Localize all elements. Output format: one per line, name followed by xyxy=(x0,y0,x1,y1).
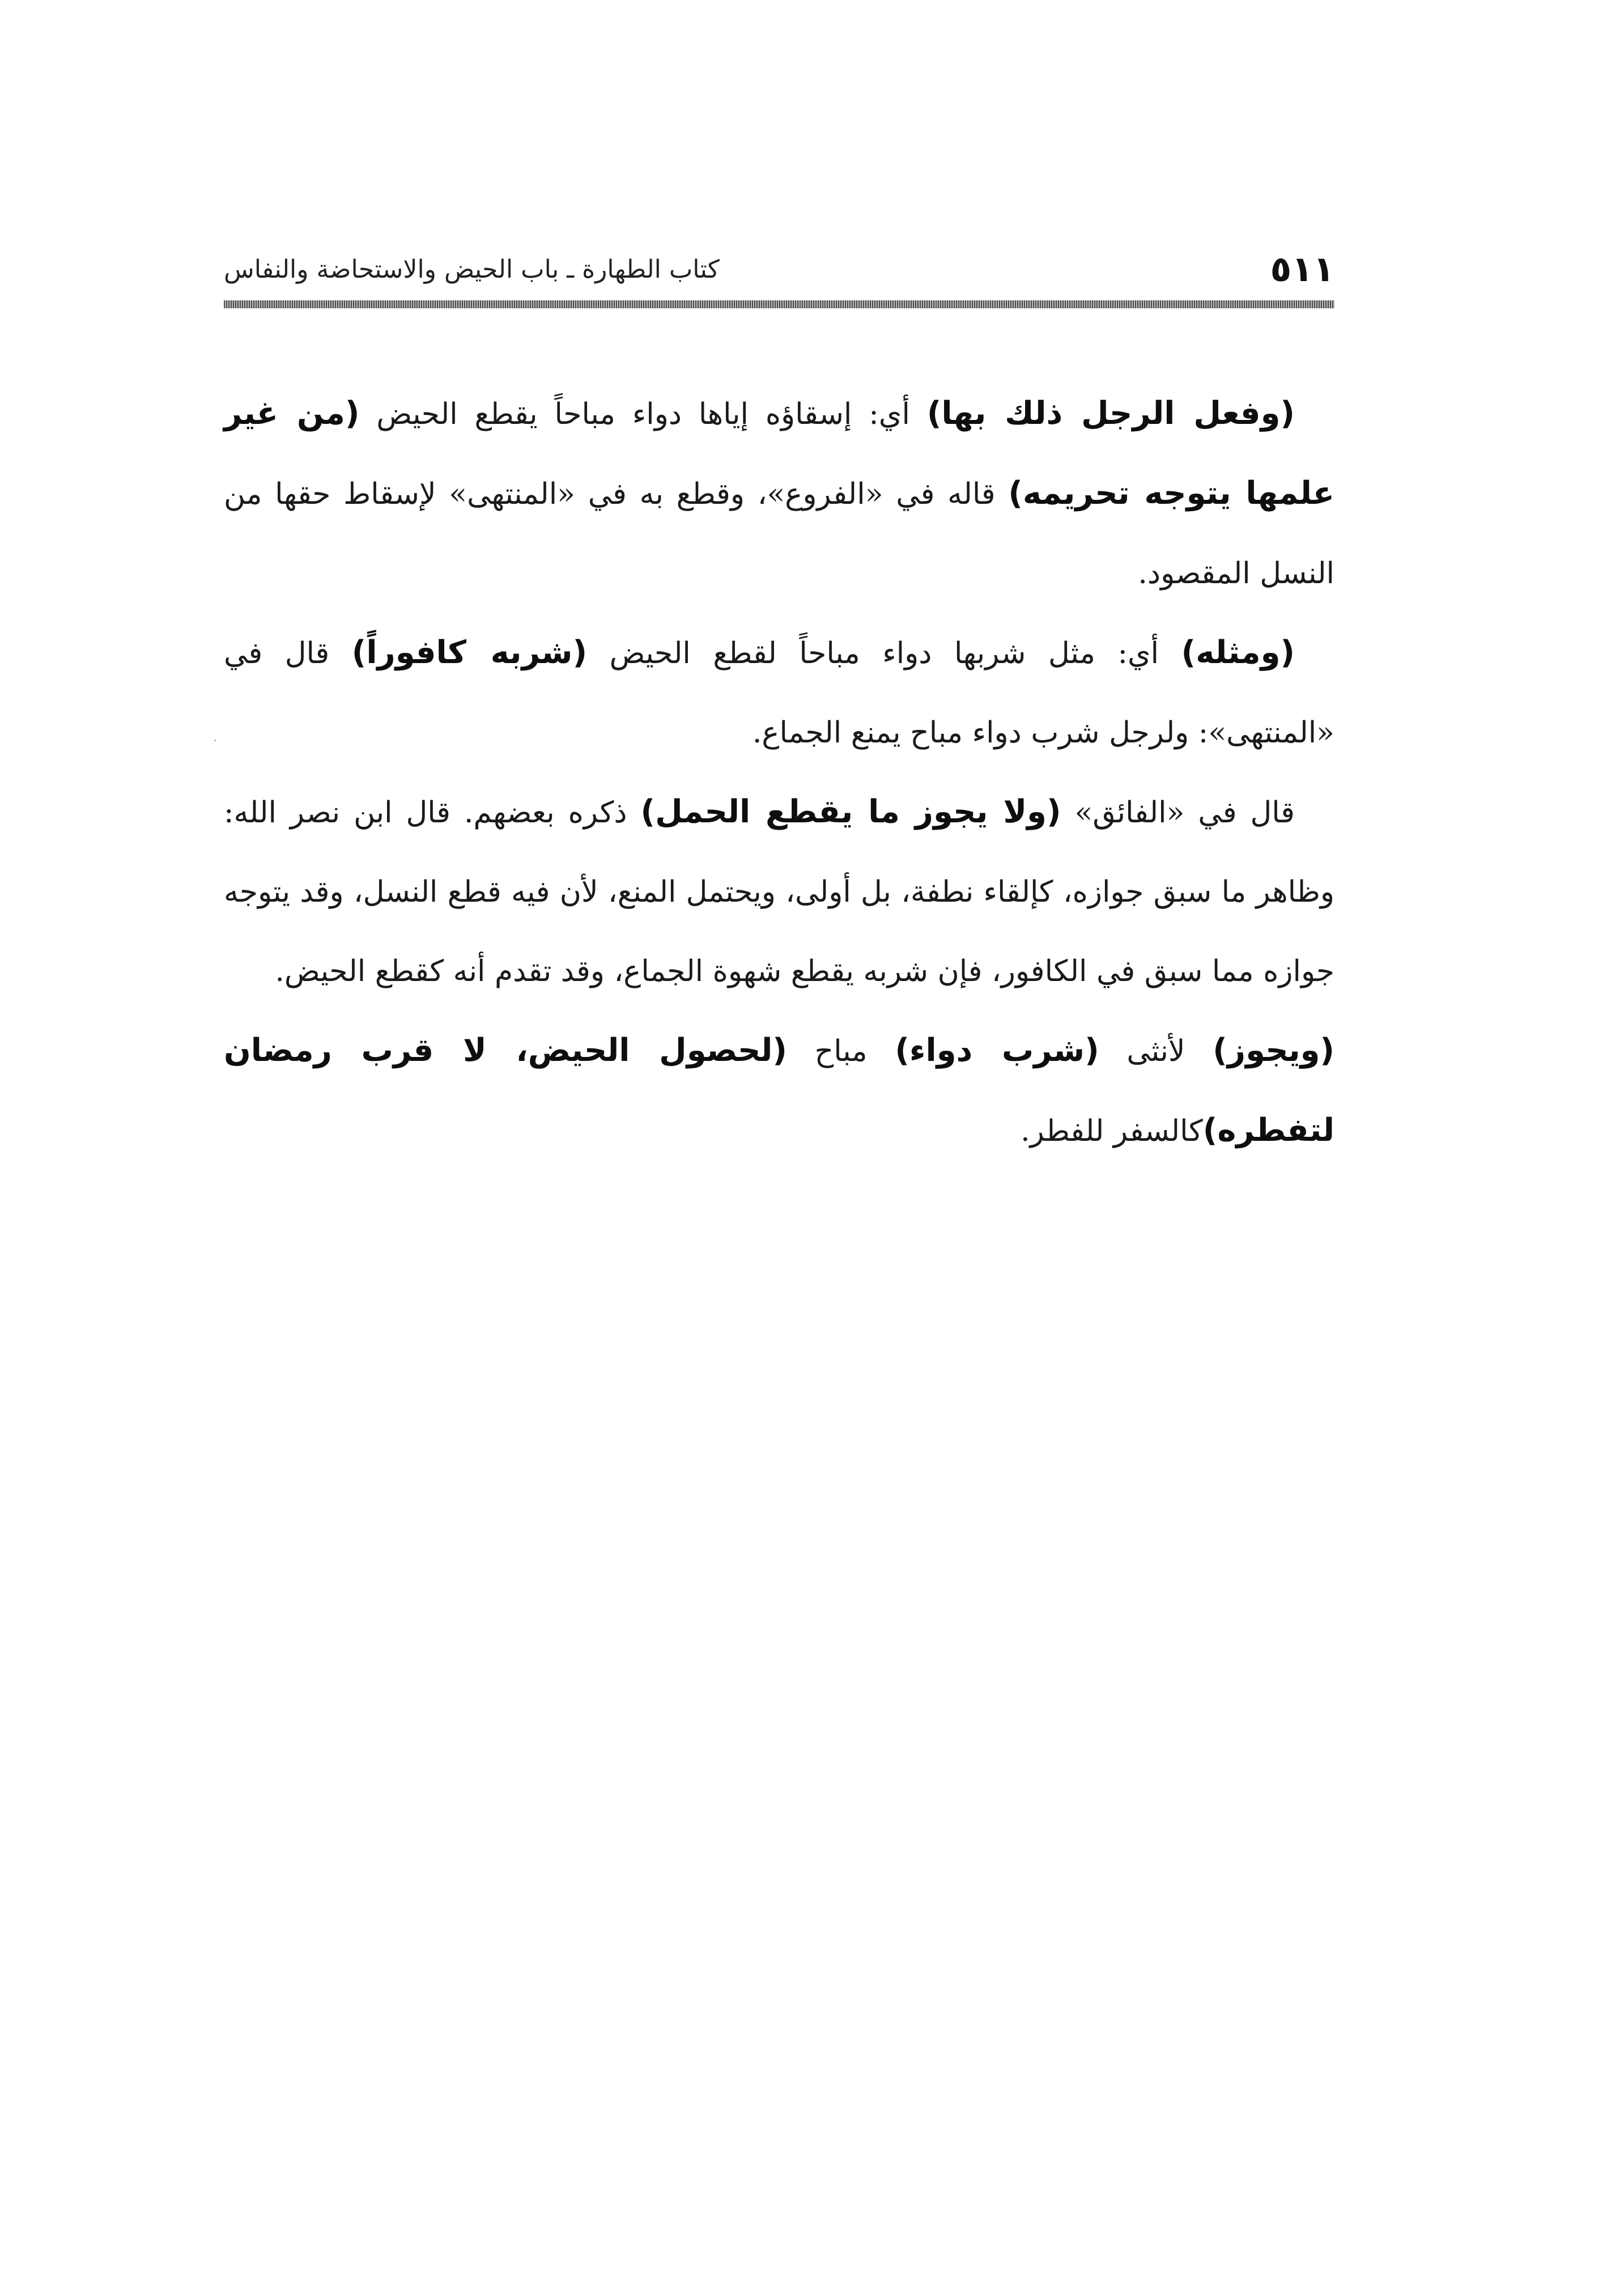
running-title: كتاب الطهارة ـ باب الحيض والاستحاضة والنفاس xyxy=(224,255,720,284)
matn-text: (من غير علمها يتوجه تحريمه) xyxy=(224,395,1334,512)
matn-text: (ومثله) xyxy=(1181,634,1295,671)
sharh-text: لأنثى xyxy=(1099,1034,1213,1068)
matn-text: (وفعل الرجل ذلك بها) xyxy=(926,395,1295,432)
matn-text: (لحصول الحيض، لا قرب رمضان لتفطره) xyxy=(224,1032,1334,1149)
sharh-text: مباح xyxy=(787,1034,895,1068)
matn-text: (شرب دواء) xyxy=(895,1032,1099,1069)
matn-text: (ولا يجوز ما يقطع الحمل) xyxy=(640,793,1061,830)
scan-speck xyxy=(214,740,216,741)
page-header xyxy=(224,249,1334,289)
sharh-text: كالسفر للفطر. xyxy=(1021,1114,1203,1148)
paragraph-3 xyxy=(224,772,1334,1011)
page-number: ٥١١ xyxy=(1270,248,1334,290)
paragraph-4 xyxy=(224,1011,1334,1171)
paragraph-1 xyxy=(224,374,1334,613)
sharh-text: قال في «الفائق» xyxy=(1061,796,1295,830)
sharh-text: أي: مثل شربها دواء مباحاً لقطع الحيض xyxy=(587,636,1181,670)
matn-text: (شربه كافوراً) xyxy=(351,634,588,671)
paragraph-2 xyxy=(224,613,1334,772)
matn-text: (ويجوز) xyxy=(1213,1032,1335,1069)
body-text xyxy=(224,374,1334,1171)
header-rule xyxy=(224,300,1334,308)
sharh-text: ذكره بعضهم. قال ابن نصر الله: وظاهر ما سبق جوازه، كإلقاء نطفة، بل أولى، ويحتمل المنع، لأن فيه قطع النسل، وقد يتوجه جوازه مما سبق في الكافور، فإن شربه يقطع شهوة الجماع، وقد تقدم أنه كقطع الحيض. xyxy=(224,796,1334,988)
sharh-text: قال في «المنتهى»: ولرجل شرب دواء مباح يمنع الجماع. xyxy=(224,636,1334,750)
sharh-text: قاله في «الفروع»، وقطع به في «المنتهى» لإسقاط حقها من النسل المقصود. xyxy=(224,477,1334,591)
sharh-text: أي: إسقاؤه إياها دواء مباحاً يقطع الحيض xyxy=(359,397,927,431)
